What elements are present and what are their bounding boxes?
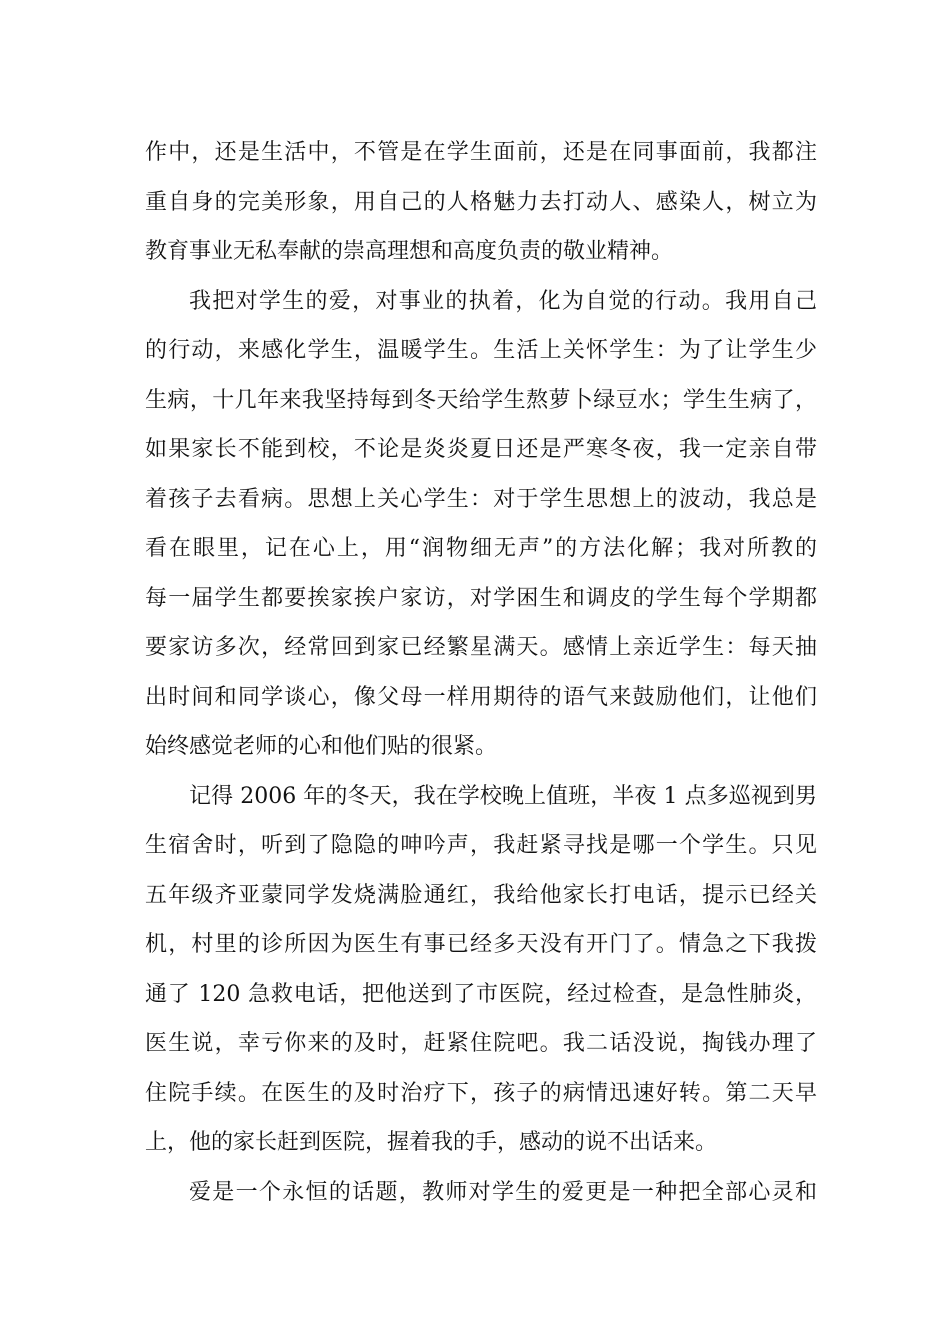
text-line: 作中，还是生活中，不管是在学生面前，还是在同事面前，我都注 — [145, 140, 817, 165]
text-line: 我把对学生的爱，对事业的执着，化为自觉的行动。我用自己 — [189, 288, 817, 314]
text-line: 机，村里的诊所因为医生有事已经多天没有开门了。情急之下我拨 — [145, 932, 817, 957]
text-line: 爱是一个永恒的话题，教师对学生的爱更是一种把全部心灵和 — [189, 1179, 817, 1205]
paragraph-4 — [145, 1168, 817, 1218]
text-line: 教育事业无私奉献的崇高理想和高度负责的敬业精神。 — [145, 239, 674, 264]
text-line: 生宿舍时，听到了隐隐的呻吟声，我赶紧寻找是哪一个学生。只见 — [145, 833, 817, 858]
text-line: 生病，十几年来我坚持每到冬天给学生熬萝卜绿豆水；学生生病了， — [145, 387, 817, 413]
text-line: 始终感觉老师的心和他们贴的很紧。 — [145, 734, 498, 759]
text-line: 住院手续。在医生的及时治疗下，孩子的病情迅速好转。第二天早 — [145, 1080, 817, 1106]
text-line: 每一届学生都要挨家挨户家访，对学困生和调皮的学生每个学期都 — [145, 585, 817, 611]
text-line: 五年级齐亚蒙同学发烧满脸通红，我给他家长打电话，提示已经关 — [145, 882, 817, 908]
text-line: 重自身的完美形象，用自己的人格魅力去打动人、感染人，树立为 — [145, 189, 817, 215]
text-line: 上，他的家长赶到医院，握着我的手，感动的说不出话来。 — [145, 1130, 718, 1155]
text-line: 的行动，来感化学生，温暖学生。生活上关怀学生：为了让学生少 — [145, 338, 817, 363]
text-line: 医生说，幸亏你来的及时，赶紧住院吧。我二话没说，掏钱办理了 — [145, 1031, 817, 1056]
text-line: 出时间和同学谈心，像父母一样用期待的语气来鼓励他们，让他们 — [145, 684, 817, 710]
text-line: 如果家长不能到校，不论是炎炎夏日还是严寒冬夜，我一定亲自带 — [145, 437, 817, 462]
paragraph-2 — [145, 277, 817, 772]
text-line: 记得 2006 年的冬天，我在学校晚上值班，半夜 1 点多巡视到男 — [189, 783, 817, 809]
text-line: 通了 120 急救电话，把他送到了市医院，经过检查，是急性肺炎， — [145, 981, 817, 1007]
text-line: 要家访多次，经常回到家已经繁星满天。感情上亲近学生：每天抽 — [145, 635, 817, 660]
paragraph-3 — [145, 772, 817, 1168]
document-body — [145, 128, 817, 1217]
text-line: 着孩子去看病。思想上关心学生：对于学生思想上的波动，我总是 — [145, 486, 817, 512]
text-line: 看在眼里，记在心上，用“润物细无声”的方法化解；我对所教的 — [145, 536, 817, 561]
paragraph-1 — [145, 128, 817, 277]
